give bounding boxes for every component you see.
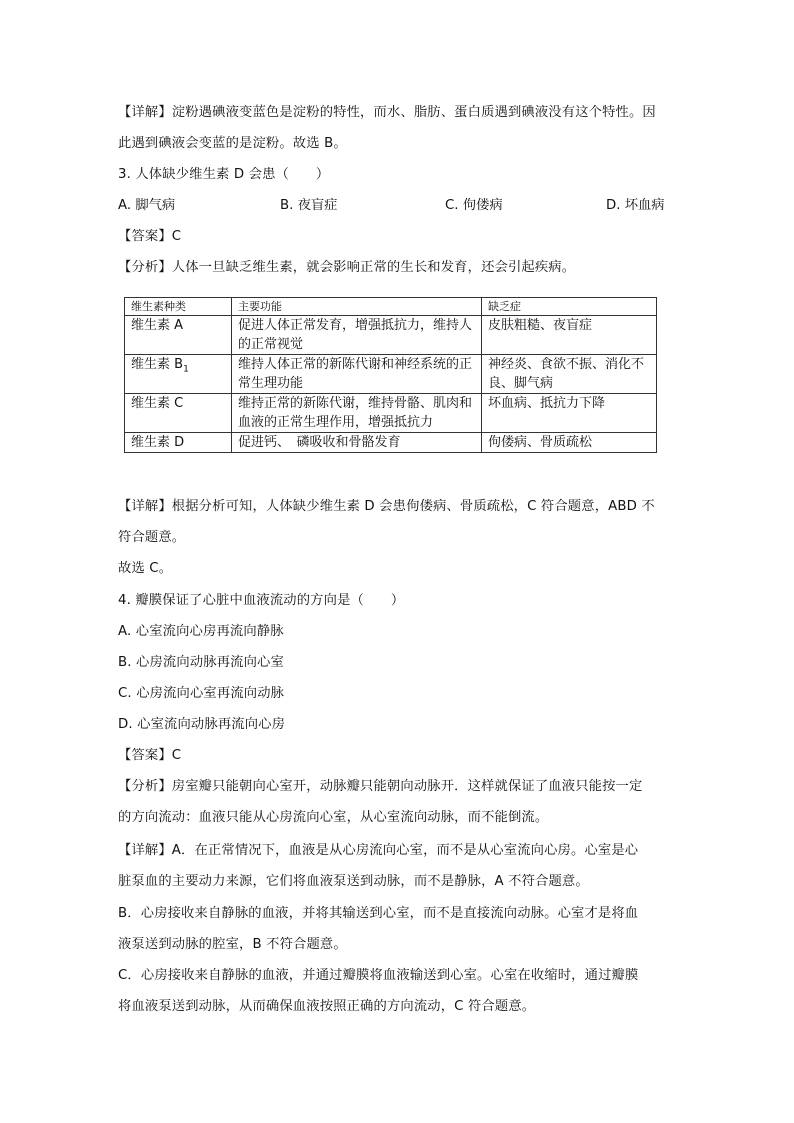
- question-4-option-c: C. 心房流向心室再流向动脉: [118, 686, 285, 701]
- question-4-detail-c-line1: C．心房接收来自静脉的血液，并通过瓣膜将血液输送到心室。心室在收缩时，通过瓣膜: [118, 968, 639, 983]
- header-deficiency: 缺乏症: [482, 298, 657, 316]
- table-row: [125, 433, 657, 453]
- question-3-answer: 【答案】C: [118, 229, 182, 244]
- vitamin-name: 维生素 D: [125, 433, 232, 453]
- option-a: A. 脚气病: [118, 198, 176, 213]
- vitamin-function: 维持正常的新陈代谢，维持骨骼、肌肉和血液的正常生理作用，增强抵抗力: [232, 394, 482, 433]
- vitamin-function: 促进钙、 磷吸收和骨骼发育: [232, 433, 482, 453]
- vitamin-name: 维生素 C: [125, 394, 232, 433]
- vitamin-name-text: 维生素 B: [131, 357, 184, 372]
- vitamin-table: [124, 297, 657, 453]
- question-4-option-d: D. 心室流向动脉再流向心房: [118, 717, 286, 732]
- option-c: C. 佝偻病: [445, 198, 503, 213]
- vitamin-name: [125, 355, 232, 394]
- table-row: [125, 394, 657, 433]
- question-4-analysis-line1: 【分析】房室瓣只能朝向心室开，动脉瓣只能朝向动脉开．这样就保证了血液只能按一定: [118, 779, 643, 794]
- option-b: B. 夜盲症: [280, 198, 338, 213]
- question-3-detail-line1: 【详解】根据分析可知，人体缺少维生素 D 会患佝偻病、骨质疏松，C 符合题意，ABD 不: [118, 499, 655, 514]
- detail-q2-line2: 此遇到碘液会变蓝的是淀粉。故选 B。: [118, 136, 347, 151]
- question-4-detail-c-line2: 将血液泵送到动脉，从而确保血液按照正确的方向流动，C 符合题意。: [118, 999, 536, 1014]
- table-row: [125, 355, 657, 394]
- vitamin-name: 维生素 A: [125, 316, 232, 355]
- question-4-answer: 【答案】C: [118, 748, 182, 763]
- question-3-conclusion: 故选 C。: [118, 561, 173, 576]
- header-vitamin-type: 维生素种类: [125, 298, 232, 316]
- vitamin-deficiency: 皮肤粗糙、夜盲症: [482, 316, 657, 355]
- question-4-analysis-line2: 的方向流动：血液只能从心房流向心室，从心室流向动脉，而不能倒流。: [118, 810, 549, 825]
- question-3-detail-line2: 符合题意。: [118, 530, 186, 545]
- option-d: D. 坏血病: [606, 198, 665, 213]
- table-header-row: [125, 298, 657, 316]
- vitamin-deficiency: 佝偻病、骨质疏松: [482, 433, 657, 453]
- vitamin-name-subscript: 1: [183, 364, 189, 375]
- question-3: 3. 人体缺少维生素 D 会患（ ）: [118, 167, 330, 182]
- question-4-detail-line1: 【详解】A．在正常情况下，血液是从心房流向心室，而不是从心室流向心房。心室是心: [118, 843, 639, 858]
- question-4-option-b: B. 心房流向动脉再流向心室: [118, 655, 284, 670]
- vitamin-deficiency: 神经炎、食欲不振、消化不良、脚气病: [482, 355, 657, 394]
- vitamin-function: 维持人体正常的新陈代谢和神经系统的正常生理功能: [232, 355, 482, 394]
- question-4-detail-line2: 脏泵血的主要动力来源，它们将血液泵送到动脉，而不是静脉，A 不符合题意。: [118, 874, 589, 889]
- vitamin-function: 促进人体正常发育，增强抵抗力，维持人的正常视觉: [232, 316, 482, 355]
- detail-q2-line1: 【详解】淀粉遇碘液变蓝色是淀粉的特性，而水、脂肪、蛋白质遇到碘液没有这个特性。因: [118, 105, 656, 120]
- question-4-detail-b-line2: 液泵送到动脉的腔室，B 不符合题意。: [118, 937, 347, 952]
- question-4-option-a: A. 心室流向心房再流向静脉: [118, 624, 284, 639]
- question-4-detail-b-line1: B．心房接收来自静脉的血液，并将其输送到心室，而不是直接流向动脉。心室才是将血: [118, 906, 639, 921]
- question-4: 4. 瓣膜保证了心脏中血液流动的方向是（ ）: [118, 593, 405, 608]
- header-main-function: 主要功能: [232, 298, 482, 316]
- vitamin-deficiency: 坏血病、抵抗力下降: [482, 394, 657, 433]
- question-3-analysis: 【分析】人体一旦缺乏维生素，就会影响正常的生长和发育，还会引起疾病。: [118, 260, 576, 275]
- table-row: [125, 316, 657, 355]
